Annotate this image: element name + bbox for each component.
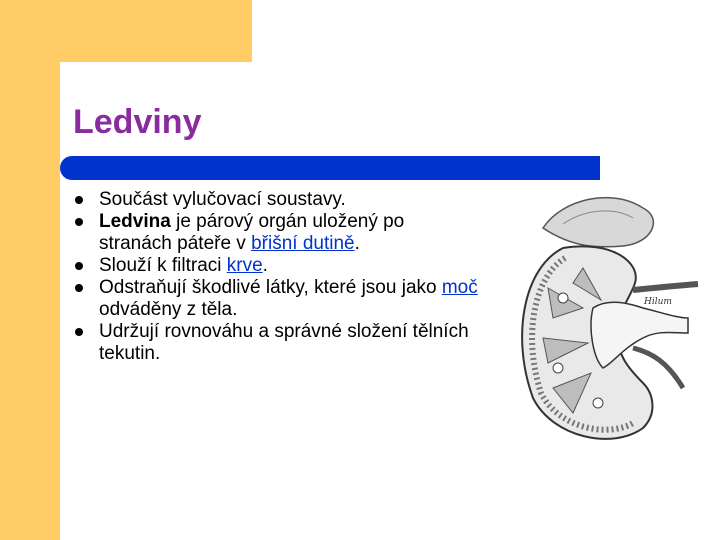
slide-title: Ledviny xyxy=(73,103,202,141)
bullet-text: . xyxy=(354,233,360,254)
top-accent-block xyxy=(0,0,252,62)
inline-link[interactable]: moč xyxy=(441,277,478,298)
kidney-illustration xyxy=(503,188,703,450)
bullet-text: odváděny z těla. xyxy=(99,299,238,320)
title-rule xyxy=(60,156,600,180)
left-accent-band xyxy=(0,0,60,540)
bullet-item xyxy=(72,255,482,277)
bullet-text: Udržují rovnováhu a správné složení tělních tekutin. xyxy=(99,321,469,364)
bold-text: Ledvina xyxy=(99,211,171,232)
bullet-item xyxy=(72,189,482,211)
hilum-label: Hilum xyxy=(644,297,672,307)
bullet-dot-icon xyxy=(75,218,83,226)
bullet-item xyxy=(72,211,482,255)
bullet-dot-icon xyxy=(75,262,83,270)
bullet-text: je párový orgán uložený po stranách páteře v xyxy=(99,211,405,254)
inline-link[interactable]: krve xyxy=(226,255,263,276)
bullet-dot-icon xyxy=(75,284,83,292)
content-corner xyxy=(60,62,100,102)
bullet-item xyxy=(72,321,482,365)
bullet-dot-icon xyxy=(75,196,83,204)
bullet-list xyxy=(72,189,482,365)
bullet-text: Slouží k filtraci xyxy=(99,255,227,276)
bullet-text: Odstraňují škodlivé látky, které jsou jako xyxy=(99,277,442,298)
bullet-text: . xyxy=(262,255,268,276)
bullet-dot-icon xyxy=(75,328,83,336)
bullet-item xyxy=(72,277,482,321)
inline-link[interactable]: břišní dutině xyxy=(251,233,355,254)
bullet-text: Součást vylučovací soustavy. xyxy=(99,189,346,210)
